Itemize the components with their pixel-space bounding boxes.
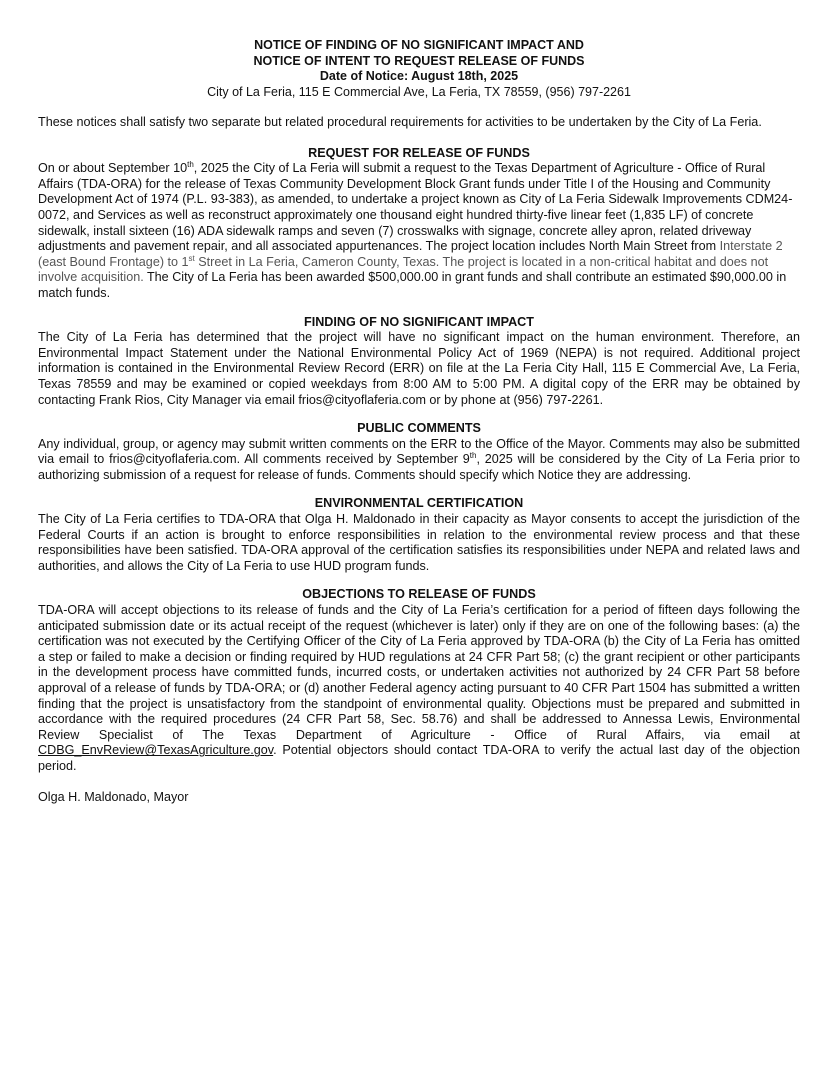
objections-paragraph xyxy=(38,603,800,775)
fonsi-paragraph: The City of La Feria has determined that the project will have no significant impact on the human environment. Therefore, an Environmental Impact Statement under the National Environmental Policy Act of 1969 (NEPA) is not required. Additional project information is contained in the Environmental Review Record (ERR) on file at the La Feria City Hall, 115 E Commercial Ave, La Feria, Texas 78559 and may be examined or copied weekdays from 8:00 AM to 5:00 PM. A digital copy of the ERR may be obtained by contacting Frank Rios, City Manager via email frios@cityoflaferia.com or by phone at (956) 797-2261. xyxy=(38,330,800,407)
rrof-heading: REQUEST FOR RELEASE OF FUNDS xyxy=(308,145,530,160)
rrof-paragraph xyxy=(38,161,800,301)
intro-paragraph: These notices shall satisfy two separate but related procedural requirements for activities to be undertaken by the City of La Feria. xyxy=(38,115,762,129)
objections-text-a: TDA-ORA will accept objections to its release of funds and the City of La Feria’s certification for a period of fifteen days following the anticipated submission date or its actual receipt of the request (whichever is later) only if they are on one of the following bases: (a) the certification was not executed by the Certifying Officer of the City of La Feria approved by TDA-ORA (b) the City of La Feria has omitted a step or failed to make a decision or finding required by HUD regulations at 24 CFR Part 58; (c) the grant recipient or other participants in the development process have committed funds, incurred costs, or undertaken activities not authorized by 24 CFR Part 58 before approval of a release of funds by TDA-ORA; or (d) another Federal agency acting pursuant to 40 CFR Part 1504 has submitted a written finding that the project is unsatisfactory from the standpoint of environmental quality. Objections must be prepared and submitted in accordance with the required procedures (24 CFR Part 58, Sec. 58.76) and shall be addressed to Annessa Lewis, Environmental Review Specialist of The Texas Department of Agriculture - Office of Rural Affairs, via email at xyxy=(38,603,800,742)
comments-paragraph xyxy=(38,437,800,484)
comments-text-a: Any individual, group, or agency may submit written comments on the ERR to the Office of the Mayor. Comments may also be submitted via email to frios@cityoflaferia.com. All comments received by September 9 xyxy=(38,436,800,467)
header-date: Date of Notice: August 18th, 2025 xyxy=(319,69,519,83)
header-line-2: NOTICE OF INTENT TO REQUEST RELEASE OF FUNDS xyxy=(253,53,585,68)
rrof-location-sup: st xyxy=(188,253,195,263)
rrof-location-b: Street in La Feria, Cameron County, Texas. The project is located in a non-critical habitat and does not involve acquisition. xyxy=(38,254,769,285)
objections-text-b: . Potential objectors should contact TDA-ORA to verify the actual last day of the objection period. xyxy=(38,743,800,773)
comments-heading: PUBLIC COMMENTS xyxy=(357,421,481,436)
comments-sup: th xyxy=(469,451,477,461)
header-address: City of La Feria, 115 E Commercial Ave, La Feria, TX 78559, (956) 797-2261 xyxy=(207,84,631,99)
notice-page xyxy=(38,38,800,805)
signature: Olga H. Maldonado, Mayor xyxy=(38,789,189,804)
cert-heading: ENVIRONMENTAL CERTIFICATION xyxy=(314,496,524,511)
rrof-text-c: The City of La Feria has been awarded $500,000.00 in grant funds and shall contribute an estimated $90,000.00 in match funds. xyxy=(38,270,787,300)
rrof-text-a: On or about September 10 xyxy=(38,161,188,176)
objections-email-link[interactable]: CDBG_EnvReview@TexasAgriculture.gov xyxy=(38,743,274,758)
objections-heading: OBJECTIONS TO RELEASE OF FUNDS xyxy=(302,587,536,602)
notice-header xyxy=(38,38,800,100)
rrof-text-b: , 2025 the City of La Feria will submit a request to the Texas Department of Agriculture - Office of Rural Affairs (TDA-ORA) for the release of Texas Community Development Block Grant funds under Title I of the Housing and Community Development Act of 1974 (P.L. 93-383), as amended, to undertake a project known as City of La Feria Sidewalk Improvements CDM24-0072, and Services as well as reconstruct approximately one thousand eight hundred thirty-five linear feet (1,835 LF) of concrete sidewalk, install sixteen (16) ADA sidewalk ramps and seven (7) crosswalks with signage, concrete alley apron, related driveway adjustments and pavement repair, and all associated appurtenances. The project location includes North Main Street from xyxy=(38,161,793,254)
rrof-sup: th xyxy=(187,160,194,169)
header-line-1: NOTICE OF FINDING OF NO SIGNIFICANT IMPACT AND xyxy=(254,38,584,52)
comments-text-b: , 2025 will be considered by the City of La Feria prior to authorizing submission of a request for release of funds. Comments should specify which Notice they are addressing. xyxy=(38,452,800,482)
rrof-location-a: Interstate 2 (east Bound Frontage) to 1 xyxy=(38,239,783,269)
cert-paragraph: The City of La Feria certifies to TDA-ORA that Olga H. Maldonado in their capacity as Mayor consents to accept the jurisdiction of the Federal Courts if an action is brought to enforce responsibilities in relation to the environmental review process and that these responsibilities have been satisfied. TDA-ORA approval of the certification satisfies its responsibilities under NEPA and related laws and authorities, and allows the City of La Feria to use HUD program funds. xyxy=(38,512,800,573)
fonsi-heading: FINDING OF NO SIGNIFICANT IMPACT xyxy=(304,314,534,329)
